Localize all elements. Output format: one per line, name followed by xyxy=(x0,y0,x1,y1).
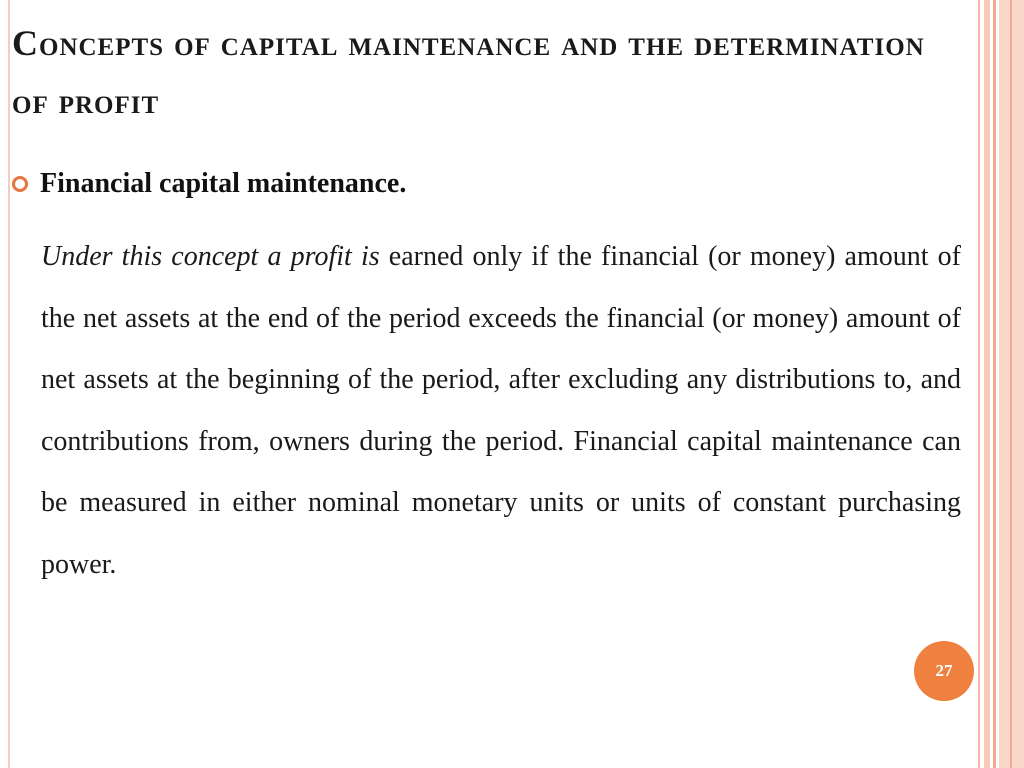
right-stripe-1 xyxy=(978,0,980,768)
body-paragraph xyxy=(41,226,961,595)
slide-title: Concepts of capital maintenance and the determination of profit xyxy=(12,23,925,121)
ring-bullet-icon xyxy=(12,176,28,192)
right-stripe-5 xyxy=(1010,0,1012,768)
left-decorative-line xyxy=(8,0,10,768)
paragraph-body-text: earned only if the financial (or money) amount of the net assets at the end of the period exceeds the financial (or money) amount of net assets at the beginning of the period, after excluding any distributions to, and contributions from, owners during the period. Financial capital maintenance can be measured in either nominal monetary units or units of constant purchasing power. xyxy=(41,241,961,580)
bullet-item xyxy=(12,168,406,200)
right-stripe-2 xyxy=(984,0,990,768)
bullet-heading: Financial capital maintenance. xyxy=(40,168,407,199)
right-stripe-3 xyxy=(993,0,996,768)
page-number-badge: 27 xyxy=(914,641,974,701)
paragraph-italic-lead: Under this concept a profit is xyxy=(41,241,380,272)
